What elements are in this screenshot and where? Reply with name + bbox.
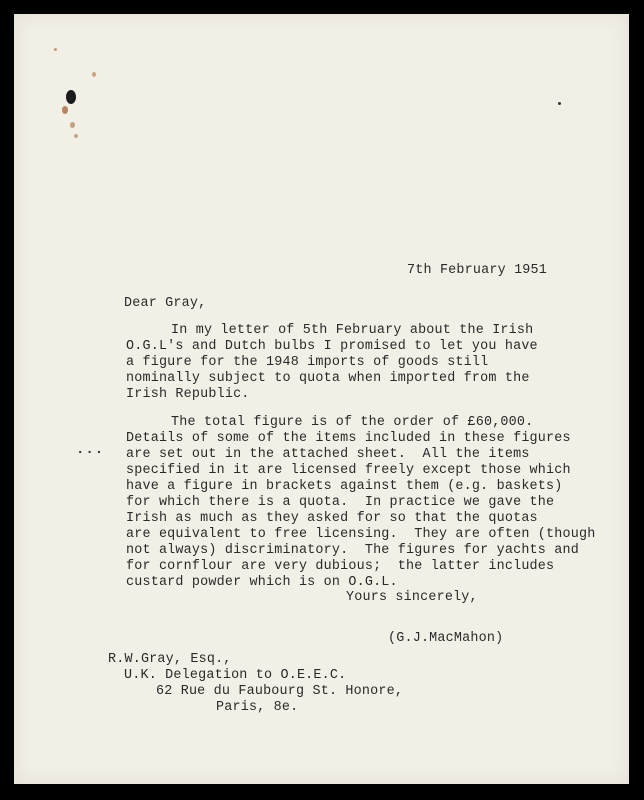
rust-stain [70,122,75,128]
paragraph-line: for cornflour are very dubious; the latter includes [126,559,555,574]
paragraph-line: Details of some of the items included in these figures [126,431,571,446]
rust-stain [62,106,68,114]
margin-mark: ... [76,442,105,458]
paragraph-line: are equivalent to free licensing. They are often (though [126,527,596,542]
paragraph-line: Irish Republic. [126,387,250,402]
signature: (G.J.MacMahon) [388,631,504,646]
address-line: Paris, 8e. [216,700,299,715]
closing: Yours sincerely, [346,590,478,605]
rust-stain [66,90,76,104]
rust-stain [92,72,96,77]
address-line: 62 Rue du Faubourg St. Honore, [156,684,404,699]
paragraph-line: custard powder which is on O.G.L. [126,575,398,590]
paragraph-line: O.G.L's and Dutch bulbs I promised to let you have [126,339,538,354]
paragraph-line: nominally subject to quota when imported from the [126,371,530,386]
paragraph-line: not always) discriminatory. The figures for yachts and [126,543,579,558]
letter-date: 7th February 1951 [407,263,548,278]
paper-sheet [14,14,629,784]
paragraph-line: Irish as much as they asked for so that the quotas [126,511,538,526]
paragraph-line: a figure for the 1948 imports of goods still [126,355,489,370]
paragraph-line: are set out in the attached sheet. All the items [126,447,530,462]
salutation: Dear Gray, [124,296,207,311]
rust-stain [74,134,78,138]
address-line: R.W.Gray, Esq., [108,652,232,667]
paragraph-line: for which there is a quota. In practice we gave the [126,495,555,510]
paragraph-line: In my letter of 5th February about the Irish [171,323,534,338]
paragraph-line: specified in it are licensed freely except those which [126,463,571,478]
paragraph-line: The total figure is of the order of £60,000. [171,415,534,430]
rust-stain [54,48,57,51]
ink-dot [558,102,561,105]
address-line: U.K. Delegation to O.E.E.C. [124,668,347,683]
paragraph-line: have a figure in brackets against them (e.g. baskets) [126,479,563,494]
